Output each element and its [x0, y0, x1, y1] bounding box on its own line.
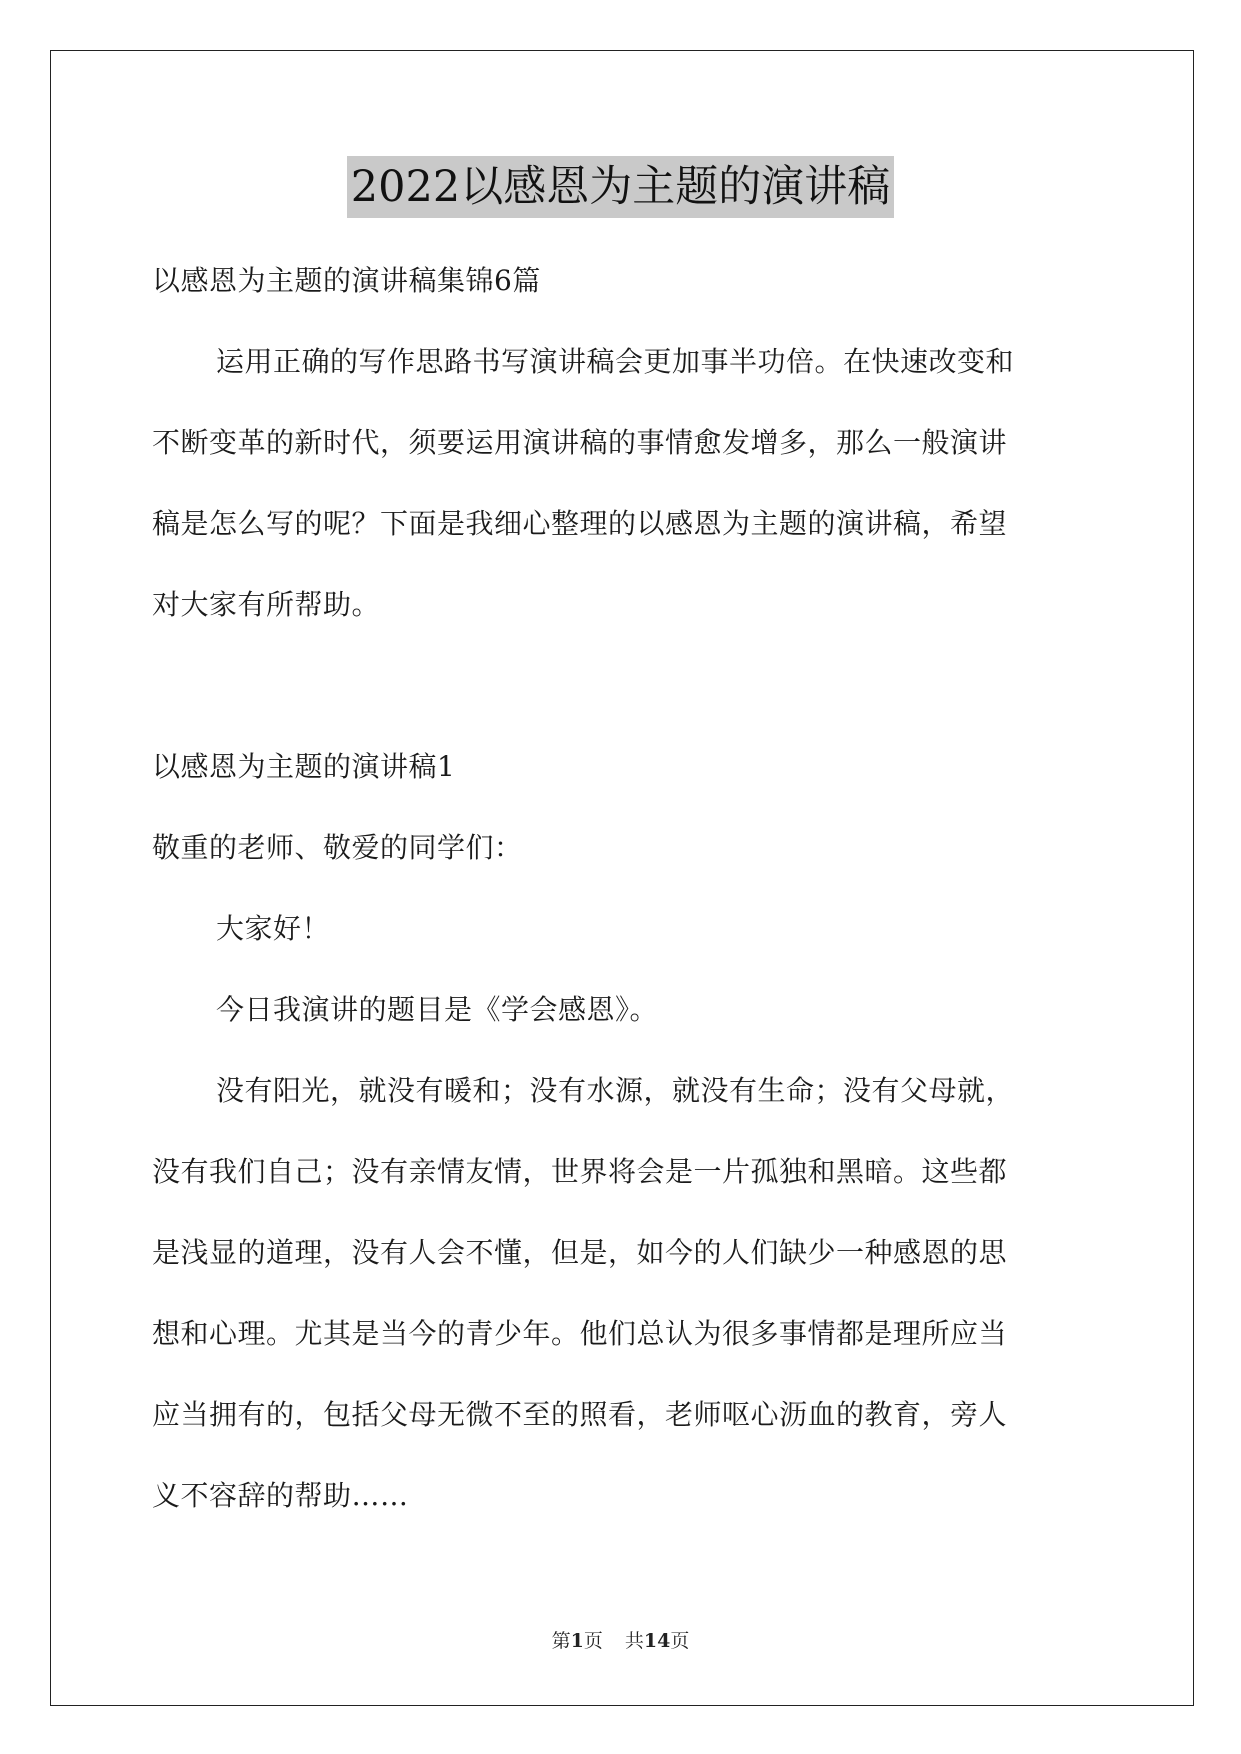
page-total: 14 — [643, 1630, 671, 1652]
body-line: 想和心理。尤其是当今的青少年。他们总认为很多事情都是理所应当 — [152, 1317, 1008, 1350]
paragraph-intro-line: 稿是怎么写的呢？下面是我细心整理的以感恩为主题的演讲稿，希望 — [152, 507, 1008, 540]
title-container — [0, 156, 1241, 218]
speech-topic: 今日我演讲的题目是《学会感恩》。 — [216, 993, 659, 1026]
paragraph-intro-line: 对大家有所帮助。 — [152, 588, 381, 621]
document-body — [152, 240, 1092, 1536]
body-line: 是浅显的道理，没有人会不懂，但是，如今的人们缺少一种感恩的思 — [152, 1236, 1008, 1269]
body-line: 没有阳光，就没有暖和；没有水源，就没有生命；没有父母就， — [216, 1074, 1015, 1107]
total-suffix: 页 — [670, 1630, 690, 1652]
page-suffix: 页 — [583, 1630, 603, 1652]
salutation: 敬重的老师、敬爱的同学们： — [152, 831, 523, 864]
greeting: 大家好！ — [216, 912, 331, 945]
section-heading: 以感恩为主题的演讲稿1 — [152, 750, 456, 783]
paragraph-intro-line: 运用正确的写作思路书写演讲稿会更加事半功倍。在快速改变和 — [216, 345, 1015, 378]
page-footer — [0, 1626, 1241, 1653]
body-line: 没有我们自己；没有亲情友情，世界将会是一片孤独和黑暗。这些都 — [152, 1155, 1008, 1188]
body-line: 应当拥有的，包括父母无微不至的照看，老师呕心沥血的教育，旁人 — [152, 1398, 1008, 1431]
body-line: 义不容辞的帮助…… — [152, 1479, 409, 1512]
paragraph-intro-line: 不断变革的新时代，须要运用演讲稿的事情愈发增多，那么一般演讲 — [152, 426, 1008, 459]
page-number: 1 — [570, 1630, 584, 1652]
paragraph-intro-heading: 以感恩为主题的演讲稿集锦6篇 — [152, 264, 541, 297]
total-prefix: 共 — [624, 1630, 644, 1652]
blank-line — [152, 645, 1092, 726]
page-prefix: 第 — [551, 1630, 571, 1652]
document-title: 2022以感恩为主题的演讲稿 — [347, 156, 894, 218]
